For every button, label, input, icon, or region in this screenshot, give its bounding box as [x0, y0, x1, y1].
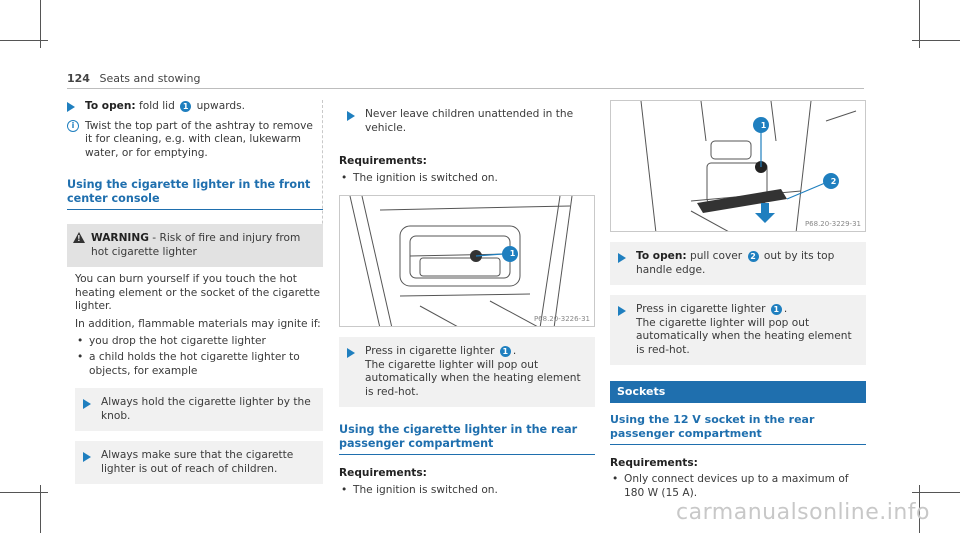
- watermark: carmanualsonline.info: [676, 499, 930, 525]
- step-text: out by its top handle edge.: [636, 250, 835, 276]
- list-item: • a child holds the hot cigarette lighter to objects, for example: [75, 351, 323, 378]
- page-header: [67, 72, 200, 86]
- step-never-leave: [339, 100, 595, 143]
- column-right: [610, 100, 866, 503]
- page-number: 124: [67, 72, 90, 85]
- list-item: • The ignition is switched on.: [339, 172, 595, 186]
- step-press-lighter: Press in cigarette lighter 1 . The cigarette lighter will pop out automatically when the heating element is red-hot.: [610, 295, 866, 365]
- list-item: • Only connect devices up to a maximum of 180 W (15 A).: [610, 473, 866, 500]
- warning-box: [67, 224, 323, 484]
- list-item: • you drop the hot cigarette lighter: [75, 335, 323, 349]
- warning-label: WARNING: [91, 232, 149, 245]
- requirements-title: Requirements:: [610, 456, 698, 469]
- chapter-title: Seats and stowing: [99, 72, 201, 85]
- rear-console-illustration: [611, 101, 866, 232]
- section-title: Using the 12 V socket in the rear passenger compartment: [610, 413, 866, 445]
- section-title: Using the cigarette lighter in the front center console: [67, 178, 323, 210]
- step-text: upwards.: [196, 100, 245, 112]
- sockets-banner: Sockets: [610, 381, 866, 403]
- crop-mark: [0, 492, 48, 493]
- header-divider: [67, 88, 864, 89]
- step-label: To open:: [636, 250, 687, 262]
- step-arrow-icon: [618, 253, 626, 263]
- step-text: Always hold the cigarette lighter by the knob.: [101, 396, 311, 422]
- warning-text: - Risk of fire and injury from hot cigarette lighter: [91, 232, 301, 258]
- step-text: pull cover: [689, 250, 743, 262]
- step-arrow-icon: [618, 306, 626, 316]
- step-text: Press in cigarette lighter: [636, 303, 766, 316]
- requirements-list: [339, 172, 595, 186]
- front-console-illustration: [340, 196, 595, 327]
- step-label: To open:: [85, 100, 136, 112]
- step-text: fold lid: [138, 100, 175, 112]
- step-arrow-icon: [347, 348, 355, 358]
- step-text: Press in cigarette lighter: [365, 345, 495, 358]
- step-text: The cigarette lighter will pop out automatically when the heating element is red-hot.: [365, 358, 581, 398]
- column-left: [67, 100, 323, 484]
- requirements-title: Requirements:: [339, 467, 427, 480]
- warning-body: [67, 267, 323, 484]
- callout-badge: 1: [760, 121, 767, 130]
- info-note: [67, 120, 323, 161]
- callout-badge: 1: [180, 101, 191, 112]
- callout-badge: 2: [748, 251, 759, 262]
- figure-id: P68.20-3226-31: [533, 315, 590, 324]
- step-press-lighter: Press in cigarette lighter 1 . The cigarette lighter will pop out automatically when the heating element is red-hot.: [339, 337, 595, 407]
- step-hold-knob: [75, 388, 323, 431]
- requirements-list: [610, 473, 866, 500]
- step-arrow-icon: [67, 102, 75, 112]
- step-text: Never leave children unattended in the vehicle.: [365, 108, 574, 134]
- list-item: • The ignition is switched on.: [339, 484, 595, 498]
- figure-rear-lighter: [610, 100, 866, 232]
- column-middle: [339, 100, 595, 499]
- step-arrow-icon: [83, 452, 91, 462]
- warning-list: [75, 335, 323, 378]
- step-text: Always make sure that the cigarette lighter is out of reach of children.: [101, 449, 294, 475]
- note-text: Twist the top part of the ashtray to remove it for cleaning, e.g. with clean, lukewarm water, or for emptying.: [85, 119, 313, 159]
- crop-mark: [912, 492, 960, 493]
- step-text: The cigarette lighter will pop out automatically when the heating element is red-hot.: [636, 316, 852, 356]
- requirements-title: Requirements:: [339, 155, 427, 168]
- requirements-list: [339, 484, 595, 498]
- step-out-of-reach: [75, 441, 323, 484]
- callout-badge: 1: [509, 249, 516, 259]
- crop-mark: [912, 40, 960, 41]
- step-open-cover: [610, 242, 866, 285]
- callout-badge: 2: [830, 177, 837, 186]
- figure-front-lighter: [339, 195, 595, 327]
- step-arrow-icon: [83, 399, 91, 409]
- step-open-lid: [67, 100, 323, 114]
- warning-triangle-icon: [73, 232, 85, 243]
- crop-mark: [0, 40, 48, 41]
- figure-id: P68.20-3229-31: [804, 220, 861, 229]
- warning-paragraph: You can burn yourself if you touch the hot heating element or the socket of the cigarette lighter.: [75, 273, 321, 313]
- warning-header: [67, 224, 323, 267]
- callout-badge: 1: [771, 304, 782, 315]
- warning-paragraph: In addition, flammable materials may ignite if:: [75, 317, 321, 330]
- section-title: Using the cigarette lighter in the rear passenger compartment: [339, 423, 595, 455]
- step-arrow-icon: [347, 111, 355, 121]
- callout-badge: 1: [500, 346, 511, 357]
- info-icon: i: [67, 120, 79, 132]
